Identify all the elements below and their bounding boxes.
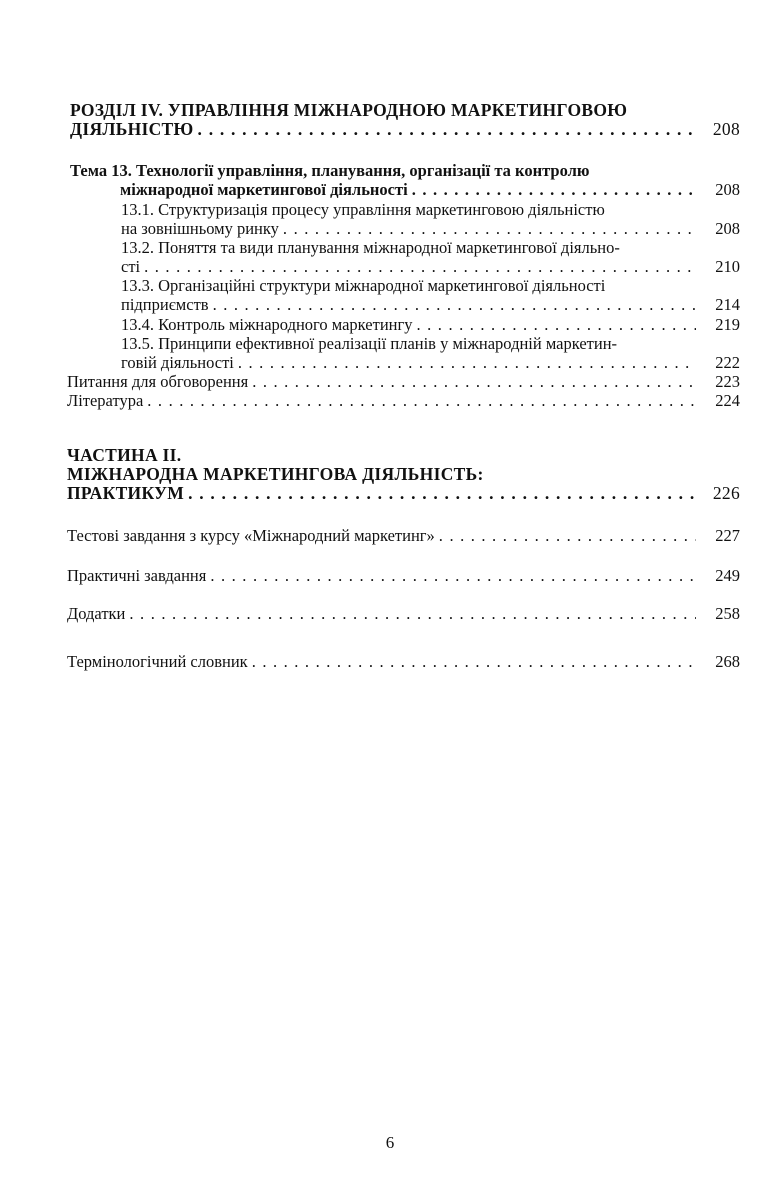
- leader-dots: [283, 219, 696, 238]
- toc-page-number: 222: [715, 353, 740, 372]
- toc-page-number: 249: [715, 566, 740, 585]
- toc-part-2-line1: ЧАСТИНА ІІ.: [67, 445, 182, 465]
- leader-dots: [238, 353, 696, 372]
- toc-appendices[interactable]: [67, 604, 740, 623]
- toc-subsection-13-3-line1: 13.3. Організаційні структури міжнародної маркетингової діяльності: [121, 276, 606, 295]
- toc-practical[interactable]: [67, 566, 740, 585]
- leader-dots: [210, 566, 696, 585]
- toc-page-number: 214: [715, 295, 740, 314]
- leader-dots: [188, 484, 696, 503]
- toc-subsection-13-2-line2: сті: [121, 257, 141, 276]
- leader-dots: [144, 257, 696, 276]
- toc-page-number: 208: [712, 119, 740, 139]
- leader-dots: [147, 391, 696, 410]
- toc-page-number: 224: [715, 391, 740, 410]
- toc-page-number: 227: [715, 526, 740, 545]
- toc-questions[interactable]: [67, 372, 740, 391]
- toc-tests[interactable]: [67, 526, 740, 545]
- toc-topic-13-title-line1: Тема 13. Технології управління, планування, організації та контролю: [70, 161, 590, 180]
- toc-literature-title: Література: [67, 391, 144, 410]
- toc-page-number: 208: [715, 219, 740, 238]
- toc-section-4-title-line1: РОЗДІЛ IV. УПРАВЛІННЯ МІЖНАРОДНОЮ МАРКЕТИНГОВОЮ: [70, 100, 628, 120]
- toc-subsection-13-4-line1: 13.4. Контроль міжнародного маркетингу: [121, 315, 413, 334]
- toc-page-number: 258: [715, 604, 740, 623]
- toc-subsection-13-3[interactable]: [121, 276, 740, 314]
- toc-subsection-13-5-line1: 13.5. Принципи ефективної реалізації планів у міжнародній маркетин-: [121, 334, 618, 353]
- toc-glossary[interactable]: [67, 652, 740, 671]
- toc-section-4[interactable]: [70, 101, 740, 139]
- leader-dots: [198, 120, 696, 139]
- toc-page-number: 208: [715, 180, 740, 199]
- toc-page-number: 219: [715, 315, 740, 334]
- toc-subsection-13-2-line1: 13.2. Поняття та види планування міжнародної маркетингової діяльно-: [121, 238, 620, 257]
- toc-page-number: 268: [715, 652, 740, 671]
- toc-subsection-13-5[interactable]: [121, 334, 740, 372]
- leader-dots: [412, 180, 696, 199]
- toc-part-2-line3: ПРАКТИКУМ: [67, 483, 185, 503]
- page-number: 6: [385, 1133, 395, 1152]
- toc-page-number: 210: [715, 257, 740, 276]
- toc-section-4-title-line2: ДІЯЛЬНІСТЮ: [70, 119, 194, 139]
- toc-subsection-13-5-line2: говій діяльності: [121, 353, 234, 372]
- toc-page-number: 223: [715, 372, 740, 391]
- leader-dots: [213, 295, 696, 314]
- toc-topic-13-title-line2: міжнародної маркетингової діяльності: [120, 180, 408, 199]
- leader-dots: [252, 652, 696, 671]
- toc-practical-title: Практичні завдання: [67, 566, 207, 585]
- toc-appendices-title: Додатки: [67, 604, 126, 623]
- leader-dots: [417, 315, 697, 334]
- leader-dots: [129, 604, 696, 623]
- toc-literature[interactable]: [67, 391, 740, 410]
- toc-questions-title: Питання для обговорення: [67, 372, 249, 391]
- toc-subsection-13-1-line1: 13.1. Структуризація процесу управління маркетинговою діяльністю: [121, 200, 605, 219]
- toc-part-2[interactable]: [67, 446, 740, 503]
- toc-topic-13[interactable]: [70, 161, 740, 199]
- toc-tests-title: Тестові завдання з курсу «Міжнародний маркетинг»: [67, 526, 435, 545]
- leader-dots: [439, 526, 696, 545]
- toc-subsection-13-1-line2: на зовнішньому ринку: [121, 219, 279, 238]
- toc-glossary-title: Термінологічний словник: [67, 652, 248, 671]
- leader-dots: [252, 372, 696, 391]
- toc-part-2-line2: МІЖНАРОДНА МАРКЕТИНГОВА ДІЯЛЬНІСТЬ:: [67, 464, 484, 484]
- toc-subsection-13-2[interactable]: [121, 238, 740, 276]
- toc-subsection-13-4[interactable]: [121, 315, 740, 334]
- toc-page-number: 226: [712, 483, 740, 503]
- toc-subsection-13-3-line2: підприємств: [121, 295, 209, 314]
- toc-subsection-13-1[interactable]: [121, 200, 740, 238]
